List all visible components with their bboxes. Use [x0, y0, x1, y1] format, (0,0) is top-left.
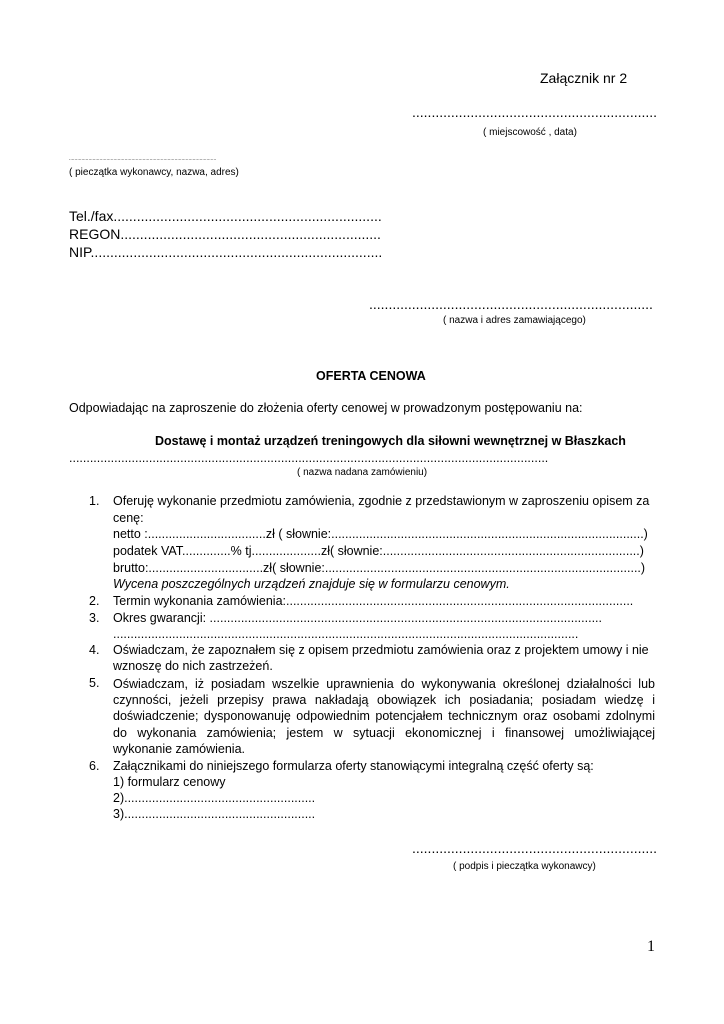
page-number: 1 — [647, 938, 655, 955]
place-date-caption: ( miejscowość , data) — [483, 127, 577, 138]
item-5-text: Oświadczam, iż posiadam wszelkie uprawnienia do wykonywania określonej działalności lub czynności, jeżeli przepisy prawa nakładają obowiązek ich posiadania; posiadam wiedzę i doświadczenie; dysponowanuję odpowiednim potencjałem technicznym oraz osobami zdolnymi do wykonania zamówienia; jestem w sytuacji ekonomicznej i finansowej umożliwiającej wykonanie zamówienia. — [113, 677, 655, 756]
item-4-number: 4. — [89, 643, 100, 657]
order-name: Dostawę i montaż urządzeń treningowych dla siłowni wewnętrznej w Błaszkach — [155, 434, 626, 448]
item-6-number: 6. — [89, 759, 100, 773]
signature-field[interactable]: ............................................................... — [412, 840, 658, 856]
recipient-field[interactable]: ......................................................................... — [369, 296, 653, 312]
item-6-text: Załącznikami do niniejszego formularza oferty stanowiącymi integralną część oferty są: — [113, 759, 594, 773]
attachment-2-field[interactable]: 2)....................................................... — [113, 791, 316, 805]
order-dotted-line[interactable]: .......................................................................................................................................... — [69, 451, 549, 465]
item-1-line1: Oferuję wykonanie przedmiotu zamówienia, zgodnie z przedstawionym w zaproszeniu opisem za — [113, 494, 650, 508]
item-1-number: 1. — [89, 494, 100, 508]
intro-text: Odpowiadając na zaproszenie do złożenia oferty cenowej w prowadzonym postępowaniu na: — [69, 401, 583, 415]
warranty-field-line2[interactable]: ...................................................................................................................................... — [113, 627, 579, 641]
place-date-field[interactable]: ............................................................... — [412, 104, 658, 120]
regon-field[interactable]: REGON................................................................... — [69, 226, 381, 242]
item-4-line1: Oświadczam, że zapoznałem się z opisem przedmiotu zamówienia oraz z projektem umowy i nie — [113, 643, 649, 657]
contractor-stamp-caption: ( pieczątka wykonawcy, nazwa, adres) — [69, 167, 239, 178]
vat-field[interactable]: podatek VAT..............% tj....................zł( słownie:..........................................................................) — [113, 544, 644, 558]
contractor-stamp-field[interactable]: .......................................................................................................... — [69, 156, 217, 162]
warranty-field[interactable]: Okres gwarancji: ................................................................................................................. — [113, 611, 602, 625]
completion-term-field[interactable]: Termin wykonania zamówienia:.................................................................................................... — [113, 594, 634, 608]
attachment-3-field[interactable]: 3)....................................................... — [113, 807, 316, 821]
brutto-field[interactable]: brutto:.................................zł( słownie:...........................................................................................) — [113, 561, 646, 575]
item-2-number: 2. — [89, 594, 100, 608]
netto-field[interactable]: netto :..................................zł ( słownie:..........................................................................................) — [113, 527, 648, 541]
signature-caption: ( podpis i pieczątka wykonawcy) — [453, 861, 596, 872]
item-4-line2: wznoszę do nich zastrzeżeń. — [113, 659, 273, 673]
pricing-note: Wycena poszczególnych urządzeń znajduje się w formularzu cenowym. — [113, 577, 510, 591]
attachment-label: Załącznik nr 2 — [540, 70, 628, 86]
attachment-1: 1) formularz cenowy — [113, 775, 226, 789]
item-5-number: 5. — [89, 676, 100, 690]
item-1-line2: cenę: — [113, 511, 144, 525]
telfax-field[interactable]: Tel./fax..................................................................... — [69, 208, 382, 224]
item-3-number: 3. — [89, 611, 100, 625]
order-caption: ( nazwa nadana zamówieniu) — [297, 467, 428, 478]
document-title: OFERTA CENOWA — [316, 369, 426, 383]
nip-field[interactable]: NIP........................................................................... — [69, 244, 383, 260]
recipient-caption: ( nazwa i adres zamawiającego) — [443, 315, 586, 326]
